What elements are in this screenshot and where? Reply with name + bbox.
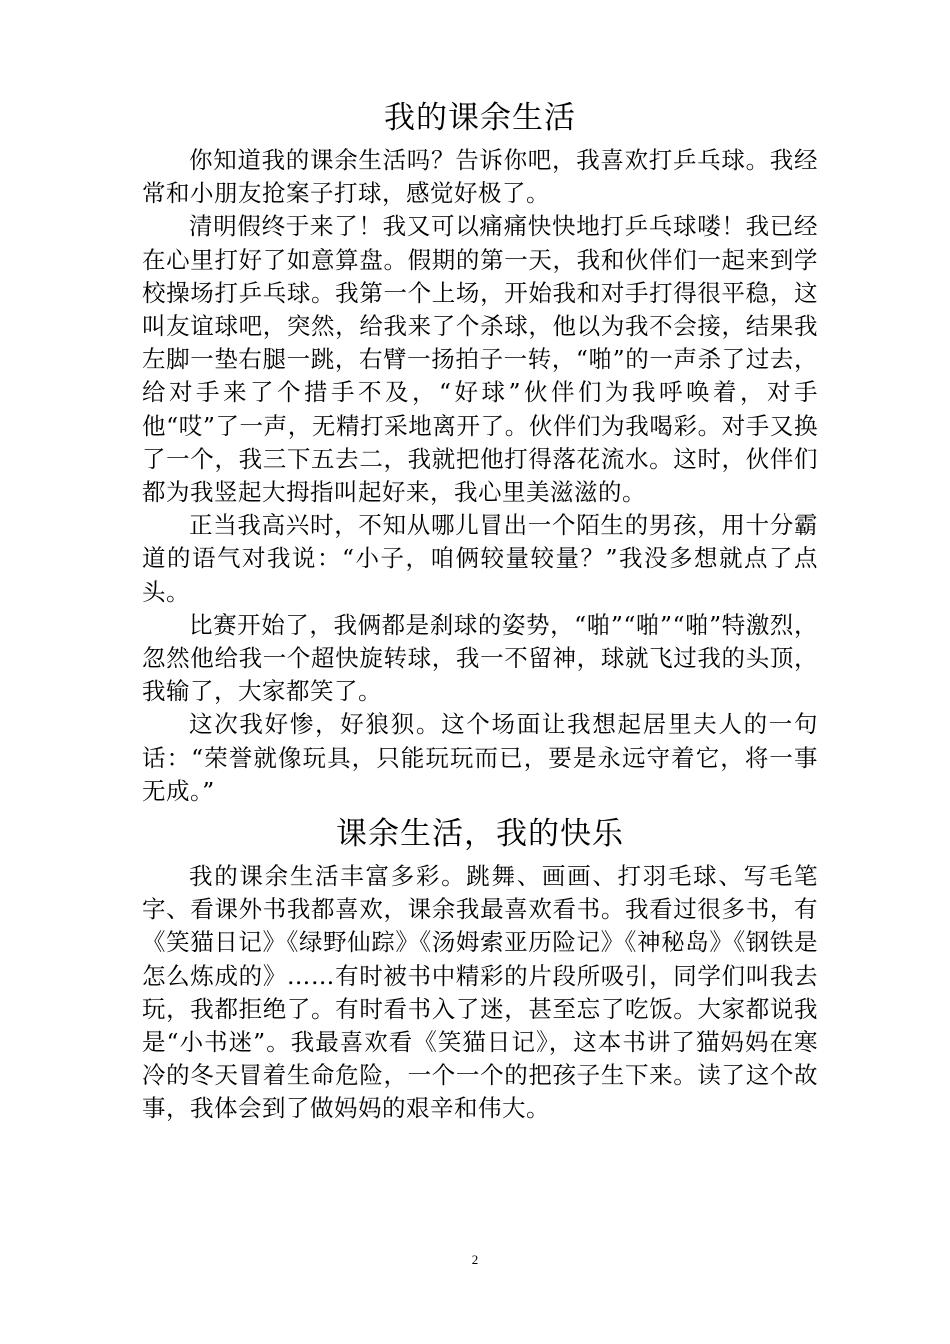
article-paragraph: 正当我高兴时，不知从哪儿冒出一个陌生的男孩，用十分霸道的语气对我说：“小子，咱俩较量较量？”我没多想就点了点头。 [142, 511, 818, 606]
page-number: 2 [471, 1252, 479, 1267]
document-page [142, 96, 818, 1126]
article-paragraph: 你知道我的课余生活吗？告诉你吧，我喜欢打乒乓球。我经常和小朋友抢案子打球，感觉好极了。 [142, 146, 818, 208]
article-paragraph: 这次我好惨，好狼狈。这个场面让我想起居里夫人的一句话：“荣誉就像玩具，只能玩玩而已，要是永远守着它，将一事无成。” [142, 710, 818, 805]
article-title: 我的课余生活 [384, 100, 576, 136]
article-paragraph: 比赛开始了，我俩都是刹球的姿势，“啪”“啪”“啪”特激烈，忽然他给我一个超快旋转球，我一不留神，球就飞过我的头顶，我输了，大家都笑了。 [142, 610, 818, 706]
article-paragraph: 我的课余生活丰富多彩。跳舞、画画、打羽毛球、写毛笔字、看课外书我都喜欢，课余我最喜欢看书。我看过很多书，有《笑猫日记》《绿野仙踪》《汤姆索亚历险记》《神秘岛》《钢铁是怎么炼成的》……有时被书中精彩的片段所吸引，同学们叫我去玩，我都拒绝了。有时看书入了迷，甚至忘了吃饭。大家都说我是“小书迷”。我最喜欢看《笑猫日记》，这本书讲了猫妈妈在寒冷的冬天冒着生命危险，一个一个的把孩子生下来。读了这个故事，我体会到了做妈妈的艰辛和伟大。 [142, 862, 818, 1123]
article-paragraph: 清明假终于来了！我又可以痛痛快快地打乒乓球喽！我已经在心里打好了如意算盘。假期的第一天，我和伙伴们一起来到学校操场打乒乓球。我第一个上场，开始我和对手打得很平稳，这叫友谊球吧，突然，给我来了个杀球，他以为我不会接，结果我左脚一垫右腿一跳，右臂一扬拍子一转，“啪”的一声杀了过去，给对手来了个措手不及，“好球”伙伴们为我呼唤着，对手他“哎”了一声，无精打采地离开了。伙伴们为我喝彩。对手又换了一个，我三下五去二，我就把他打得落花流水。这时，伙伴们都为我竖起大拇指叫起好来，我心里美滋滋的。 [142, 212, 818, 507]
article-title: 课余生活，我的快乐 [336, 816, 624, 853]
